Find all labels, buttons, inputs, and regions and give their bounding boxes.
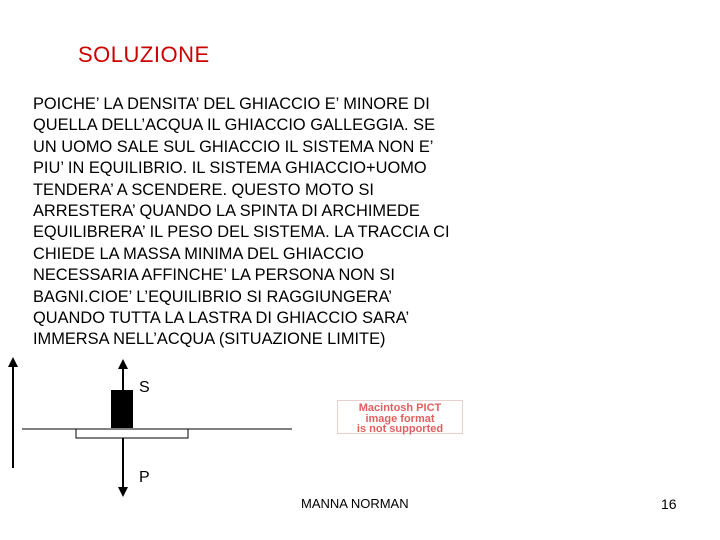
buoyancy-label: S [139,379,150,396]
text-line: UN UOMO SALE SUL GHIACCIO IL SISTEMA NON E’ [33,137,434,156]
text-line: NECESSARIA AFFINCHE’ LA PERSONA NON SI [33,266,395,285]
slide-title: SOLUZIONE [78,42,210,67]
text-line: TENDERA’ A SCENDERE. QUESTO MOTO SI [33,180,374,199]
weight-label: P [139,469,150,486]
person-block [111,390,133,428]
unsupported-image-placeholder [337,400,463,434]
page-number: 16 [661,496,677,512]
text-line: QUANDO TUTTA LA LASTRA DI GHIACCIO SARA’ [33,309,410,328]
text-line: EQUILIBRERA’ IL PESO DEL SISTEMA. LA TRACCIA CI [33,223,450,242]
text-line: QUELLA DELL’ACQUA IL GHIACCIO GALLEGGIA. SE [33,116,436,135]
buoyancy-diagram [0,350,320,500]
text-line: POICHE’ LA DENSITA’ DEL GHIACCIO E’ MINORE DI [33,95,430,113]
text-line: ARRESTERA’ QUANDO LA SPINTA DI ARCHIMEDE [33,202,420,221]
footer-author: MANNA NORMAN [301,496,409,511]
text-line: BAGNI.CIOE’ L’EQUILIBRIO SI RAGGIUNGERA’ [33,287,392,306]
placeholder-line: is not supported [356,423,444,435]
text-line: PIU’ IN EQUILIBRIO. IL SISTEMA GHIACCIO+UOMO [33,159,427,178]
ice-slab [76,429,188,438]
placeholder-line: image format [365,412,435,425]
text-line: CHIEDE LA MASSA MINIMA DEL GHIACCIO [33,244,364,263]
placeholder-line: Macintosh PICT [358,402,442,414]
solution-text [33,94,513,351]
text-line: IMMERSA NELL’ACQUA (SITUAZIONE LIMITE) [33,330,386,349]
